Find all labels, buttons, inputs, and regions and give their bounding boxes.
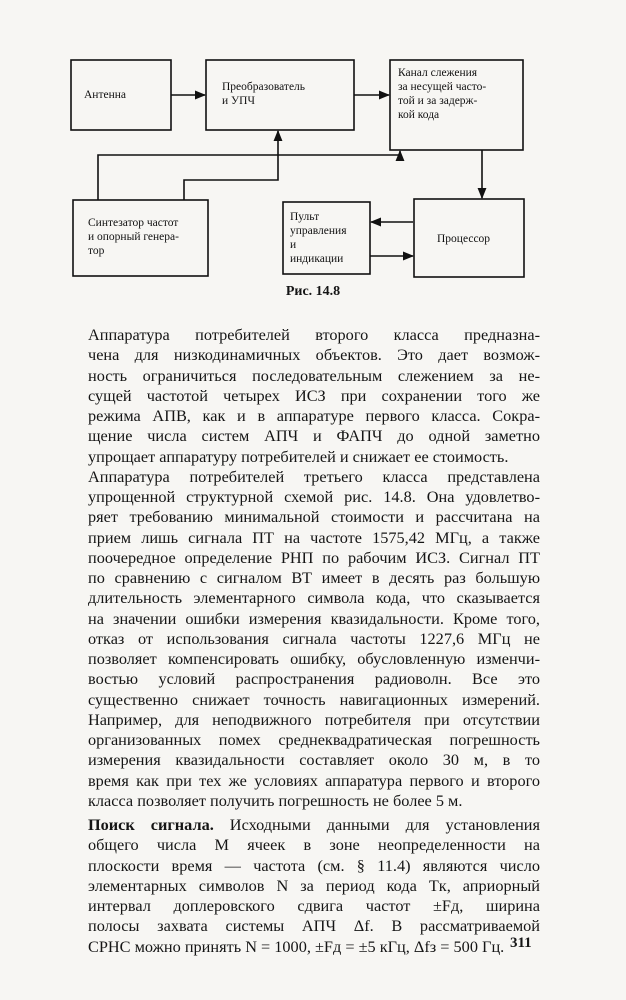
body-text [88, 325, 540, 957]
section-heading: Поиск сигнала. [88, 815, 214, 834]
tracking-channel-label: Канал слежения за несущей часто- той и за задерж- кой кода [398, 67, 487, 121]
paragraph-3: Поиск сигнала. Исходными данными для установления общего числа M ячеек в зоне неопределенности на плоскости время — частота (см. § 11.4) являются число элементарных символов N за период кода Tк, априорный интервал доплеровского сдвига частот ±Fд, ширина полосы захвата системы АПЧ Δf. В рассматриваемой СРНС можно принять N = 1000, ±Fд = ±5 кГц, Δfз = 500 Гц. [88, 815, 541, 956]
arrow-synth-converter [184, 131, 278, 200]
synthesizer-label: Синтезатор частот и опорный генера- тор [88, 217, 179, 257]
page-number: 311 [510, 935, 532, 951]
paragraph-1: Аппаратура потребителей второго класса предназна- чена для низкодинамичных объектов. Это дает возмож- ность ограничиться последовательным слежением за не- сущей частотой четырех ИСЗ при сохранении того же режима АПВ, как и в аппаратуре первого класса. Сокра- щение числа систем АПЧ и ФАПЧ до одной заметно упрощает аппаратуру потребителей и снижает ее стоимость. [88, 325, 540, 466]
arrow-synth-tracking [98, 151, 400, 200]
paragraph-2: Аппаратура потребителей третьего класса представлена упрощенной структурной схемой рис. 14.8. Она удовлетво- ряет требованию минимальной стоимости и рассчитана на прием лишь сигнала ПТ на частоте 1575,42 МГц, а также поочередное определение РНП по рабочим ИСЗ. Сигнал ПТ по сравнению с сигналом ВТ имеет в десять раз большую длительность элементарного символа кода, что сказывается на значении ошибки измерения квазидальности. Кроме того, отказ от использования сигнала частоты 1227,6 МГц не позволяет компенсировать ошибку, обусловленную изменчи- востью условий распространения радиоволн. Все это существенно снижает точность навигационных измерений. Например, для неподвижного потребителя при отсутствии организованных помех среднеквадратическая погрешность измерения квазидальности составляет около 30 м, в то время как при тех же условиях аппаратура первого и второго класса позволяет получить погрешность не более 5 м. [88, 466, 540, 810]
control-panel-label: Пульт управления и индикации [290, 211, 347, 265]
converter-label: Преобразователь и УПЧ [222, 81, 306, 107]
figure-caption: Рис. 14.8 [285, 284, 341, 299]
antenna-label: Антенна [84, 89, 127, 101]
processor-label: Процессор [437, 233, 491, 245]
